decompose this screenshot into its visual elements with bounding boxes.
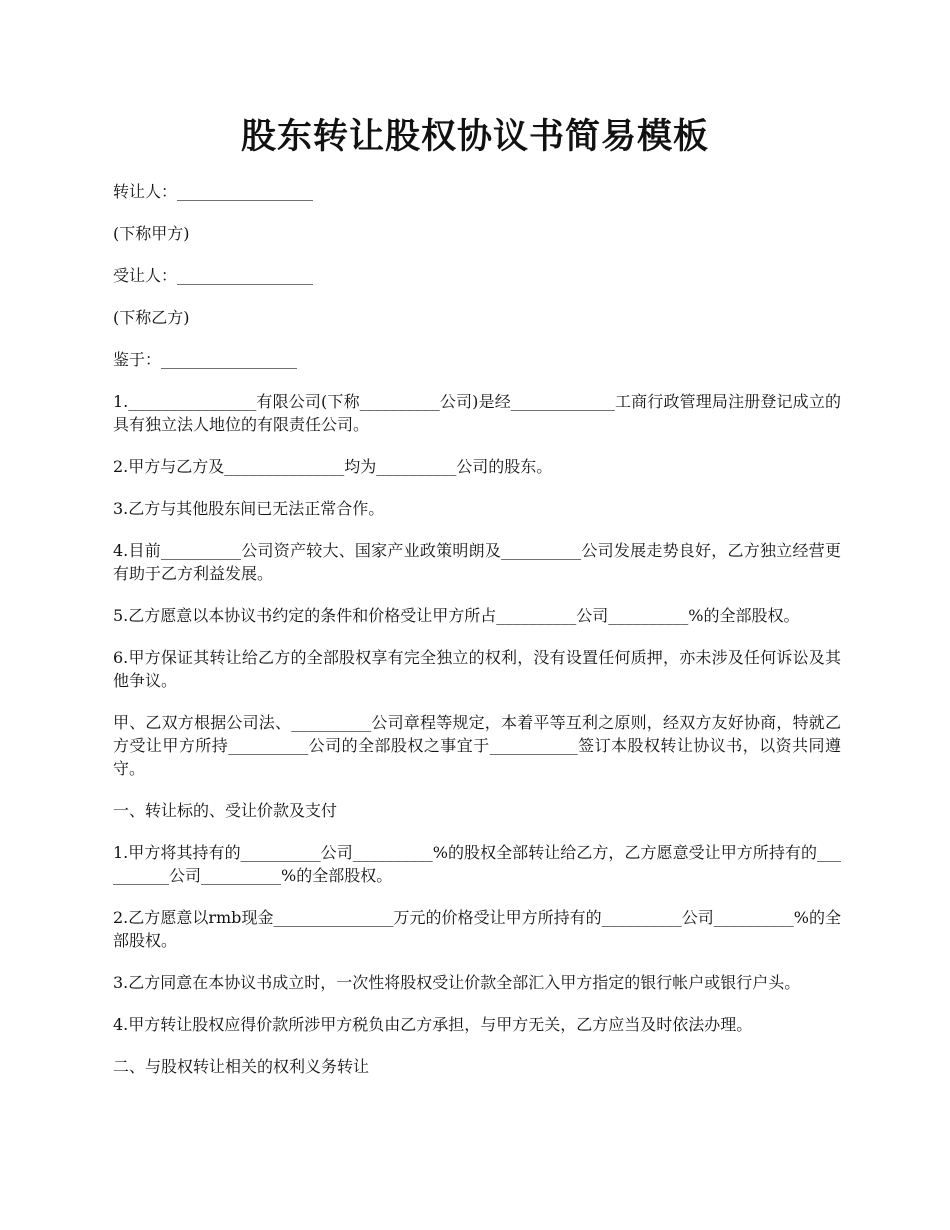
recital-1: 1.________________有限公司(下称__________公司)是经_____________工商行政管理局注册登记成立的具有独立法人地位的有限责任公司。 [113,392,841,434]
recital-2: 2.甲方与乙方及_______________均为__________公司的股东。 [113,457,553,476]
party-a-note: (下称甲方) [113,224,190,243]
clause-1-1: 1.甲方将其持有的__________公司__________%的股权全部转让给乙方，乙方愿意受让甲方所持有的__________公司__________%的全部股权。 [113,843,841,885]
recital-3: 3.乙方与其他股东间已无法正常合作。 [113,499,385,518]
agreement-preamble: 甲、乙双方根据公司法、__________公司章程等规定，本着平等互利之原则，经双方友好协商，特就乙方受让甲方所持__________公司的全部股权之事宜于___________签订本股权转让协议书，以资共同遵守。 [113,713,841,778]
transferor-line: 转让人：_________________ [113,182,314,201]
section-heading-2: 二、与股权转让相关的权利义务转让 [113,1057,370,1076]
whereas-line: 鉴于：_________________ [113,350,298,369]
recital-5: 5.乙方愿意以本协议书约定的条件和价格受让甲方所占__________公司__________%的全部股权。 [113,606,800,625]
document-title: 股东转让股权协议书简易模板 [240,116,709,157]
clause-1-2: 2.乙方愿意以rmb现金_______________万元的价格受让甲方所持有的__________公司__________%的全部股权。 [113,908,841,950]
section-heading-1: 一、转让标的、受让价款及支付 [113,801,338,820]
party-b-note: (下称乙方) [113,308,190,327]
recital-6: 6.甲方保证其转让给乙方的全部股权享有完全独立的权利，没有设置任何质押，亦未涉及任何诉讼及其他争议。 [113,648,841,690]
document-body [113,180,841,1097]
clause-1-3: 3.乙方同意在本协议书成立时，一次性将股权受让价款全部汇入甲方指定的银行帐户或银行户头。 [113,973,801,992]
clause-1-4: 4.甲方转让股权应得价款所涉甲方税负由乙方承担，与甲方无关，乙方应当及时依法办理。 [113,1015,753,1034]
transferee-line: 受让人：_________________ [113,266,314,285]
recital-4: 4.目前__________公司资产较大、国家产业政策明朗及__________公司发展走势良好，乙方独立经营更有助于乙方利益发展。 [113,541,841,583]
